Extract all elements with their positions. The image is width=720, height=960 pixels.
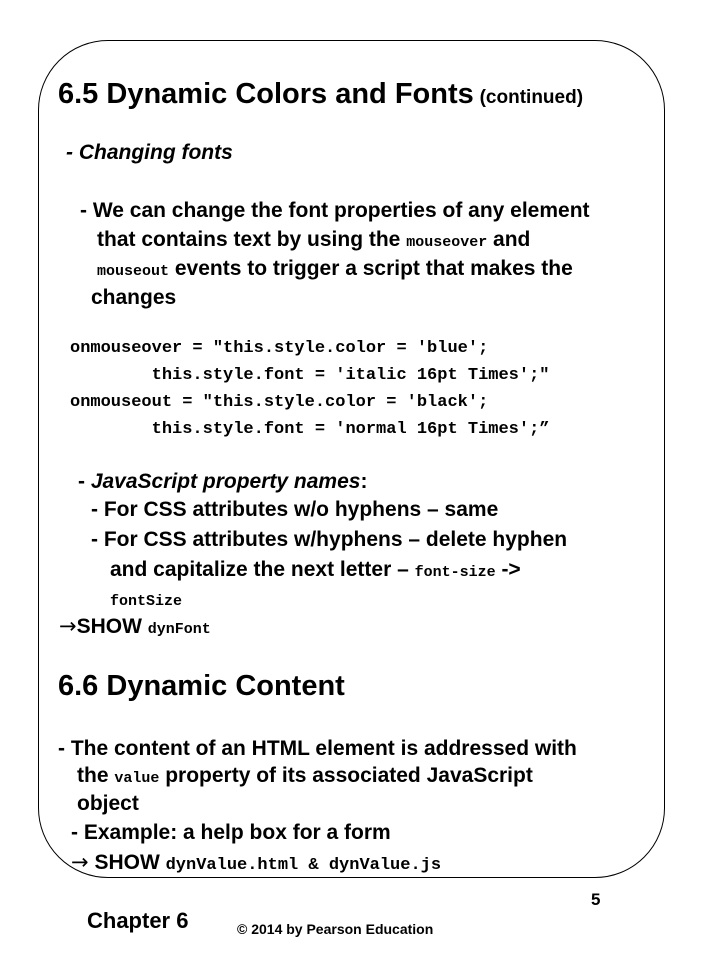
code-line-1: onmouseover = "this.style.color = 'blue'; xyxy=(70,339,489,358)
code-mouseover: mouseover xyxy=(406,234,488,251)
body-line-2 xyxy=(97,228,530,255)
body-line-4: changes xyxy=(91,286,177,309)
body-line-10 xyxy=(77,764,533,791)
code-line-4: this.style.font = 'normal 16pt Times';” xyxy=(70,420,550,439)
text-span: -> xyxy=(495,558,521,581)
text-span: - xyxy=(78,470,91,493)
code-value: value xyxy=(114,770,160,787)
slide-title-main: 6.5 Dynamic Colors and Fonts xyxy=(58,78,474,110)
body-line-8 xyxy=(110,587,182,614)
slide-title-suffix: (continued) xyxy=(479,87,584,108)
code-dynfont: dynFont xyxy=(147,621,211,638)
body-line-6: - For CSS attributes w/hyphens – delete hyphen xyxy=(91,528,568,551)
text-span: SHOW xyxy=(76,615,148,638)
body-line-12: - Example: a help box for a form xyxy=(71,821,391,844)
changing-fonts-line: - Changing fonts xyxy=(66,141,233,164)
arrow-icon: → xyxy=(59,614,77,638)
slide-title xyxy=(58,78,583,110)
text-span: SHOW xyxy=(88,851,166,874)
show-dynfont-line xyxy=(59,614,211,642)
text-span: the xyxy=(77,764,115,787)
text-span: events to trigger a script that makes the xyxy=(169,257,573,280)
page-number: 5 xyxy=(591,890,601,909)
property-names-italic: JavaScript property names xyxy=(90,470,361,493)
code-dynvalue: dynValue.html & dynValue.js xyxy=(165,856,442,875)
body-line-9: - The content of an HTML element is addressed with xyxy=(58,737,577,760)
code-mouseout: mouseout xyxy=(97,263,170,280)
text-span: and capitalize the next letter – xyxy=(110,558,415,581)
body-line-1: - We can change the font properties of any element xyxy=(80,199,590,222)
property-names-line xyxy=(78,470,367,494)
footer-chapter: Chapter 6 xyxy=(87,908,189,933)
text-span: property of its associated JavaScript xyxy=(159,764,533,787)
body-line-7 xyxy=(110,558,521,585)
code-font-size: font-size xyxy=(414,564,496,581)
body-line-5: - For CSS attributes w/o hyphens – same xyxy=(91,498,499,521)
text-span: : xyxy=(360,470,368,493)
body-line-3 xyxy=(97,257,573,284)
text-span: and xyxy=(487,228,531,251)
body-line-11: object xyxy=(77,792,139,815)
arrow-icon: → xyxy=(71,850,89,874)
code-fontsize: fontSize xyxy=(110,593,183,610)
section-heading-6-6: 6.6 Dynamic Content xyxy=(58,670,345,702)
code-line-3: onmouseout = "this.style.color = 'black'; xyxy=(70,393,489,412)
text-span: that contains text by using the xyxy=(97,228,407,251)
show-dynvalue-line xyxy=(71,850,441,878)
footer-copyright: © 2014 by Pearson Education xyxy=(237,921,434,937)
code-line-2: this.style.font = 'italic 16pt Times';" xyxy=(70,366,550,385)
